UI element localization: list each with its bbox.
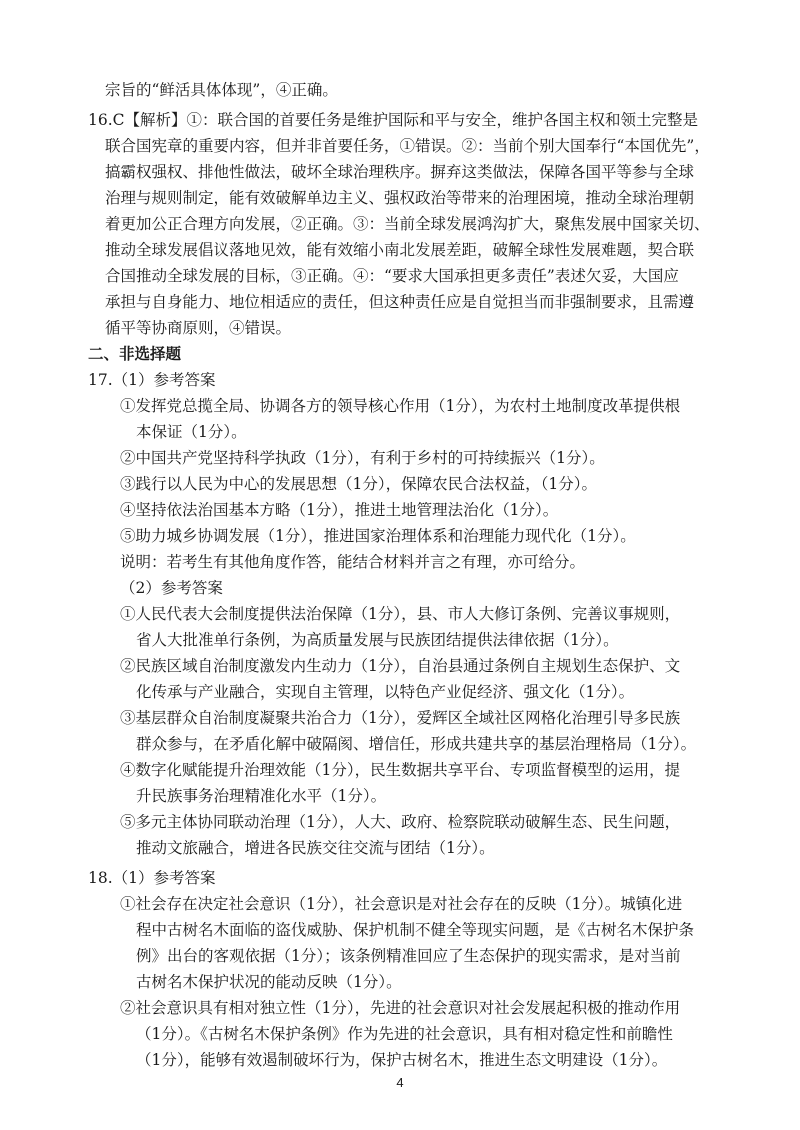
line-23: 化传承与产业融合，实现自主管理，以特色产业促经济、强文化（1分）。 <box>136 683 635 701</box>
line-33: 例》出台的客观依据（1分）；该条例精准回应了生态保护的现实需求，是对当前 <box>136 947 681 965</box>
line-12: ①发挥党总揽全局、协调各方的领导核心作用（1分），为农村土地制度改革提供根 <box>120 397 681 415</box>
line-27: 升民族事务治理精准化水平（1分）。 <box>136 787 387 805</box>
line-2: 联合国宪章的重要内容，但并非首要任务，①错误。②：当前个别大国奉行“本国优先”， <box>105 137 710 155</box>
line-22: ②民族区域自治制度激发内生动力（1分），自治县通过条例自主规划生态保护、文 <box>120 657 681 675</box>
line-29: 推动文旅融合，增进各民族交往交流与团结（1分）。 <box>136 839 495 857</box>
line-26: ④数字化赋能提升治理效能（1分），民生数据共享平台、专项监督模型的运用，提 <box>120 761 681 779</box>
line-5: 着更加公正合理方向发展，②正确。③：当前全球发展鸿沟扩大，聚焦发展中国家关切、 <box>105 215 710 233</box>
line-15: ③践行以人民为中心的发展思想（1分），保障农民合法权益，（1分）。 <box>120 475 597 493</box>
line-7: 合国推动全球发展的目标，③正确。④：“要求大国承担更多责任”表述欠妥，大国应 <box>105 267 679 285</box>
line-13: 本保证（1分）。 <box>136 423 247 441</box>
line-0: 宗旨的“鲜活具体体现”，④正确。 <box>105 81 338 99</box>
page-number: 4 <box>396 1075 404 1090</box>
line-11: 17.（1）参考答案 <box>88 371 216 389</box>
line-3: 搞霸权强权、排他性做法，破坏全球治理秩序。摒弃这类做法，保障各国平等参与全球 <box>105 163 695 181</box>
line-30: 18.（1）参考答案 <box>88 869 216 887</box>
line-37: （1分），能够有效遏制破坏行为，保护古树名木，推进生态文明建设（1分）。 <box>136 1051 668 1069</box>
line-35: ②社会意识具有相对独立性（1分），先进的社会意识对社会发展起积极的推动作用 <box>120 999 681 1017</box>
line-25: 群众参与，在矛盾化解中破隔阂、增信任，形成共建共享的基层治理格局（1分）。 <box>136 735 697 753</box>
line-31: ①社会存在决定社会意识（1分），社会意识是对社会存在的反映（1分）。城镇化进 <box>120 895 683 913</box>
line-1: 16.C【解析】①：联合国的首要任务是维护国际和平与安全，维护各国主权和领土完整是 <box>88 111 699 129</box>
line-21: 省人大批准单行条例，为高质量发展与民族团结提供法律依据（1分）。 <box>136 631 619 649</box>
line-8: 承担与自身能力、地位相适应的责任，但这种责任应是自觉担当而非强制要求，且需遵 <box>105 293 695 311</box>
section-heading: 二、非选择题 <box>88 345 182 363</box>
line-4: 治理与规则制定，能有效破解单边主义、强权政治等带来的治理困境，推动全球治理朝 <box>105 189 695 207</box>
line-17: ⑤助力城乡协调发展（1分），推进国家治理体系和治理能力现代化（1分）。 <box>120 527 636 545</box>
line-24: ③基层群众自治制度凝聚共治合力（1分），爱辉区全域社区网格化治理引导多民族 <box>120 709 681 727</box>
line-19: （2）参考答案 <box>120 579 223 597</box>
line-32: 程中古树名木面临的盗伐威胁、保护机制不健全等现实问题，是《古树名木保护条 <box>136 921 695 939</box>
line-9: 循平等协商原则，④错误。 <box>105 319 292 337</box>
line-28: ⑤多元主体协同联动治理（1分），人大、政府、检察院联动破解生态、民生问题， <box>120 813 681 831</box>
line-14: ②中国共产党坚持科学执政（1分），有利于乡村的可持续振兴（1分）。 <box>120 449 605 467</box>
line-36: （1分）。《古树名木保护条例》作为先进的社会意识，具有相对稳定性和前瞻性 <box>136 1025 673 1043</box>
line-20: ①人民代表大会制度提供法治保障（1分），县、市人大修订条例、完善议事规则， <box>120 605 681 623</box>
line-34: 古树名木保护状况的能动反映（1分）。 <box>136 973 402 991</box>
line-18: 说明：若考生有其他角度作答，能结合材料并言之有理，亦可给分。 <box>120 553 586 571</box>
line-16: ④坚持依法治国基本方略（1分），推进土地管理法治化（1分）。 <box>120 501 559 519</box>
line-6: 推动全球发展倡议落地见效，能有效缩小南北发展差距，破解全球性发展难题，契合联 <box>105 241 695 259</box>
